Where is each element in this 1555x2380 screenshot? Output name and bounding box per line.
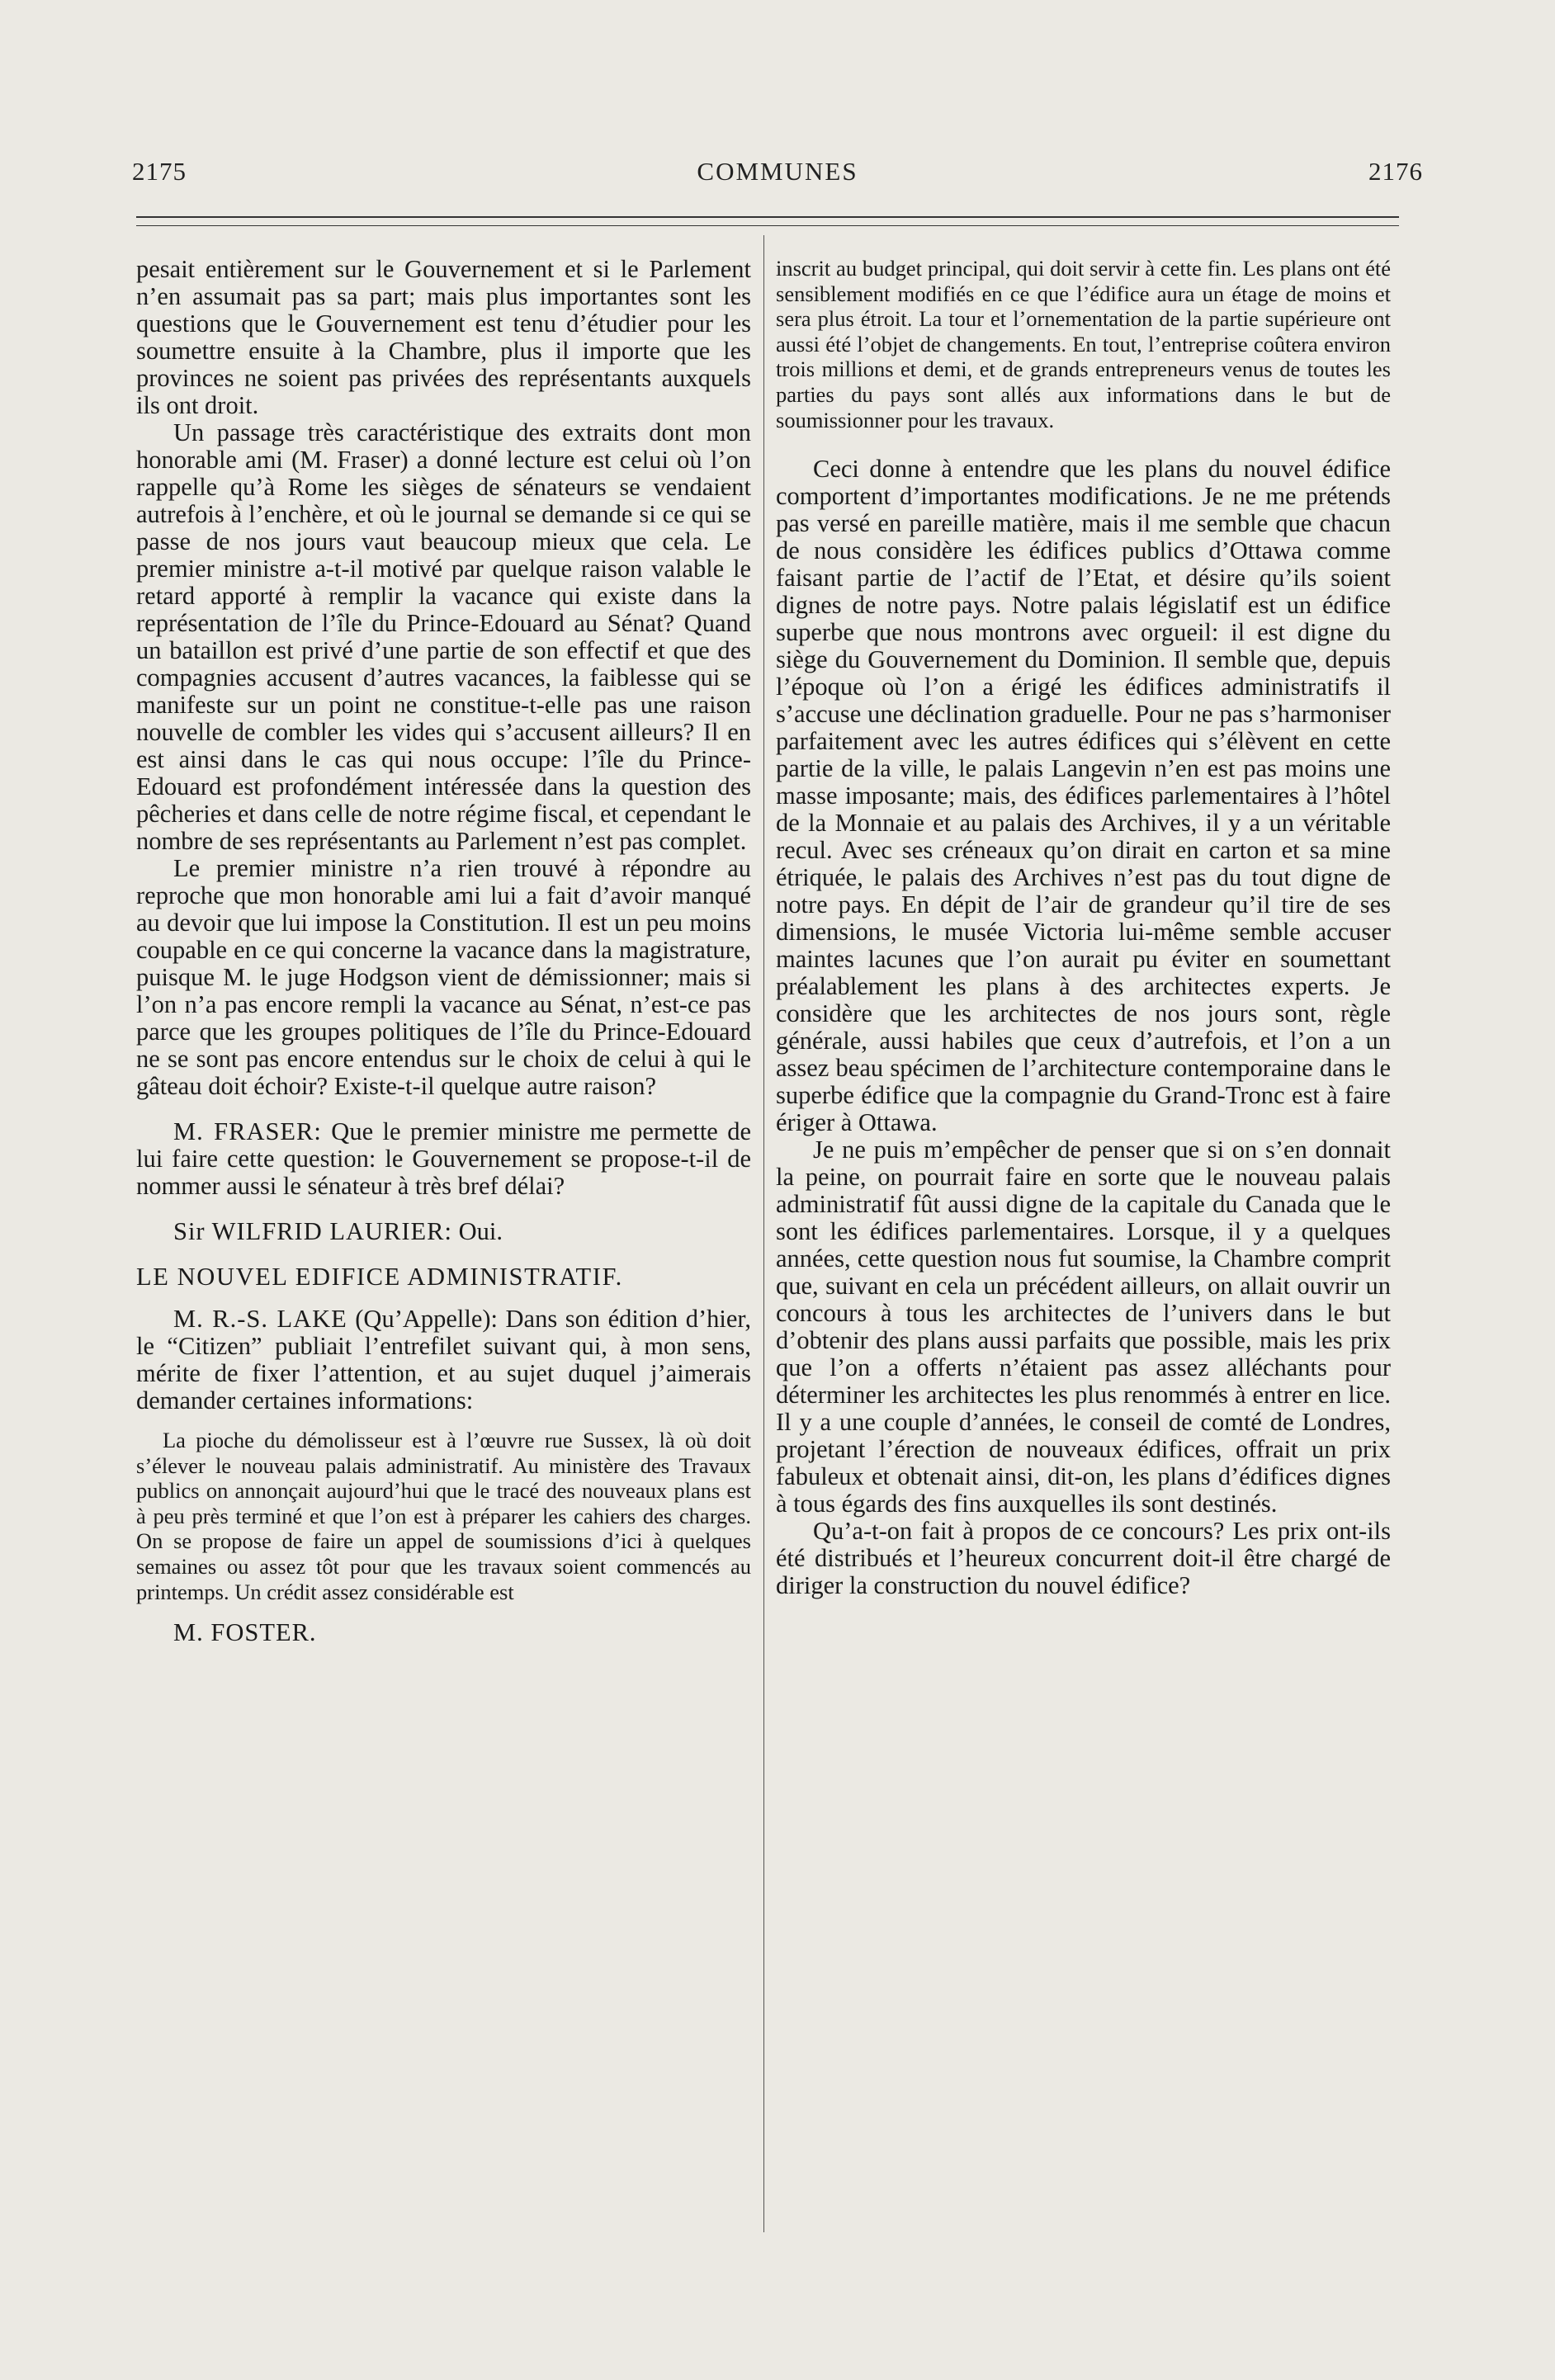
left-column xyxy=(136,256,751,1646)
paragraph: Qu’a-t-on fait à propos de ce concours? Les prix ont-ils été distribués et l’heureux concurrent doit-il être chargé de diriger la construction du nouvel édifice? xyxy=(776,1517,1391,1600)
column-divider xyxy=(763,235,764,2232)
paragraph: Le premier ministre n’a rien trouvé à répondre au reproche que mon honorable ami lui a fait d’avoir manqué au devoir que lui impose la Constitution. Il est un peu moins coupable en ce qui concerne la vacance dans la magistrature, puisque M. le juge Hodgson vient de démissionner; mais si l’on n’a pas encore rempli la vacance au Sénat, n’est-ce pas parce que les groupes politiques de l’île du Prince-Edouard ne se sont pas encore entendus sur le choix de celui à qui le gâteau doit échoir? Existe-t-il quelque autre raison? xyxy=(136,854,751,1100)
speaker-name: M. R.-S. LAKE xyxy=(173,1305,347,1333)
paragraph: pesait entièrement sur le Gouvernement et si le Parlement n’en assumait pas sa part; mais plus importantes sont les questions que le Gouvernement est tenu d’étudier pour les soumettre ensuite à la Chambre, plus il importe que les provinces ne soient pas privées des représentants auxquels ils ont droit. xyxy=(136,255,751,419)
speech-text: (Qu’Appelle): Dans son édition d’hier, le “Citizen” publiait l’entrefilet suivant qui, à mon sens, mérite de fixer l’attention, et au sujet duquel j’aimerais demander certaines informations: xyxy=(136,1305,751,1414)
quoted-article-continued: inscrit au budget principal, qui doit servir à cette fin. Les plans ont été sensiblement modifiés en ce que l’édifice aura un étage de moins et sera plus étroit. La tour et l’ornementation de la partie supérieure ont aussi été l’objet de changements. En tout, l’entreprise coûtera environ trois millions et demi, et de grands entrepreneurs venus de toutes les parties du pays sont allés aux informations dans le but de soumissionner pour les travaux. xyxy=(776,256,1391,432)
page-number-right: 2176 xyxy=(1368,157,1423,186)
speech-laurier xyxy=(136,1218,751,1245)
quoted-article: La pioche du démolisseur est à l’œuvre rue Sussex, là où doit s’élever le nouveau palais administratif. Au ministère des Travaux publics on annonçait aujourd’hui que le tracé des nouveaux plans est à peu près terminé et que l’on est à préparer les cahiers des charges. On se propose de faire un appel de soumissions d’ici à quelques semaines ou assez tôt pour que les travaux soient commencés au printemps. Un crédit assez considérable est xyxy=(136,1428,751,1604)
interjection-foster: M. FOSTER. xyxy=(173,1618,317,1647)
paragraph: Un passage très caractéristique des extraits dont mon honorable ami (M. Fraser) a donné lecture est celui où l’on rappelle qu’à Rome les sièges de sénateurs se vendaient autrefois à l’enchère, et où le journal se demande si ce qui se passe de nos jours vaut beaucoup mieux que cela. Le premier ministre a-t-il motivé par quelque raison valable le retard apporté à remplir la vacance qui existe dans la représentation de l’île du Prince-Edouard au Sénat? Quand un bataillon est privé d’une partie de son effectif et que des compagnies accusent d’autres vacances, la faiblesse qui se manifeste sur un point ne constitue-t-elle pas une raison nouvelle de combler les vides qui s’accusent ailleurs? Il en est ainsi dans le cas qui nous occupe: l’île du Prince-Edouard est profondément intéressée dans la question des pêcheries et dans celle de notre régime fiscal, et cependant le nombre de ses représentants au Parlement n’est pas complet. xyxy=(136,418,751,855)
speech-text: Que le premier ministre me permette de lui faire cette question: le Gouvernement se propose-t-il de nommer aussi le sénateur à très bref délai? xyxy=(136,1117,752,1200)
speaker-name: M. FRASER: xyxy=(173,1117,322,1145)
header-rule-top xyxy=(136,216,1399,218)
section-heading: LE NOUVEL EDIFICE ADMINISTRATIF. xyxy=(136,1263,623,1291)
speech-lake xyxy=(136,1306,751,1414)
paragraph: Je ne puis m’empêcher de penser que si on s’en donnait la peine, on pourrait faire en sorte que le nouveau palais administratif fût aussi digne de la capitale du Canada que le sont les édifices parlementaires. Lorsque, il y a quelques années, cette question nous fut soumise, la Chambre comprit que, suivant en cela un précédent ailleurs, on allait ouvrir un concours à tous les architectes de l’univers dans le but d’obtenir des plans aussi parfaits que possible, mais les prix que l’on a offerts n’étaient pas assez alléchants pour déterminer les architectes les plus renommés à entrer en lice. Il y a une couple d’années, le conseil de comté de Londres, projetant l’érection de nouveaux édifices, offrait un prix fabuleux et obtenait ainsi, dit-on, les plans d’édifices dignes à tous égards des fins auxquelles ils sont destinés. xyxy=(776,1136,1391,1518)
speech-fraser xyxy=(136,1118,751,1200)
speech-text: Oui. xyxy=(458,1217,503,1245)
paragraph: Ceci donne à entendre que les plans du nouvel édifice comportent d’importantes modifications. Je ne me prétends pas versé en pareille matière, mais il me semble que chacun de nous considère les édifices publics d’Ottawa comme faisant partie de l’actif de l’Etat, et désire qu’ils soient dignes de notre pays. Notre palais législatif est un édifice superbe que nous montrons avec orgueil: il est digne du siège du Gouvernement du Dominion. Il semble que, depuis l’époque où l’on a érigé les édifices administratifs il s’accuse une déclination graduelle. Pour ne pas s’harmoniser parfaitement avec les autres édifices qui s’élèvent en cette partie de la ville, le palais Langevin n’en est pas moins une masse imposante; mais, des édifices parlementaires à l’hôtel de la Monnaie et au palais des Archives, il y a un véritable recul. Avec ses créneaux qu’on dirait en carton et sa mine étriquée, le palais des Archives n’est pas du tout digne de notre pays. En dépit de l’air de grandeur qu’il tire de ses dimensions, le musée Victoria lui-même semble accuser maintes lacunes que l’on aurait pu éviter en soumettant préalablement les plans à des architectes experts. Je considère que les architectes de nos jours sont, règle générale, aussi habiles que ceux d’autrefois, et l’on a un assez beau spécimen de l’architecture contemporaine dans le superbe édifice que la compagnie du Grand-Tronc est à faire ériger à Ottawa. xyxy=(776,455,1391,1137)
header-rule-bottom xyxy=(136,225,1399,226)
right-column xyxy=(776,256,1391,1599)
speaker-name: Sir WILFRID LAURIER: xyxy=(173,1217,452,1245)
page-number-left: 2175 xyxy=(132,157,187,186)
running-title: COMMUNES xyxy=(697,157,858,186)
